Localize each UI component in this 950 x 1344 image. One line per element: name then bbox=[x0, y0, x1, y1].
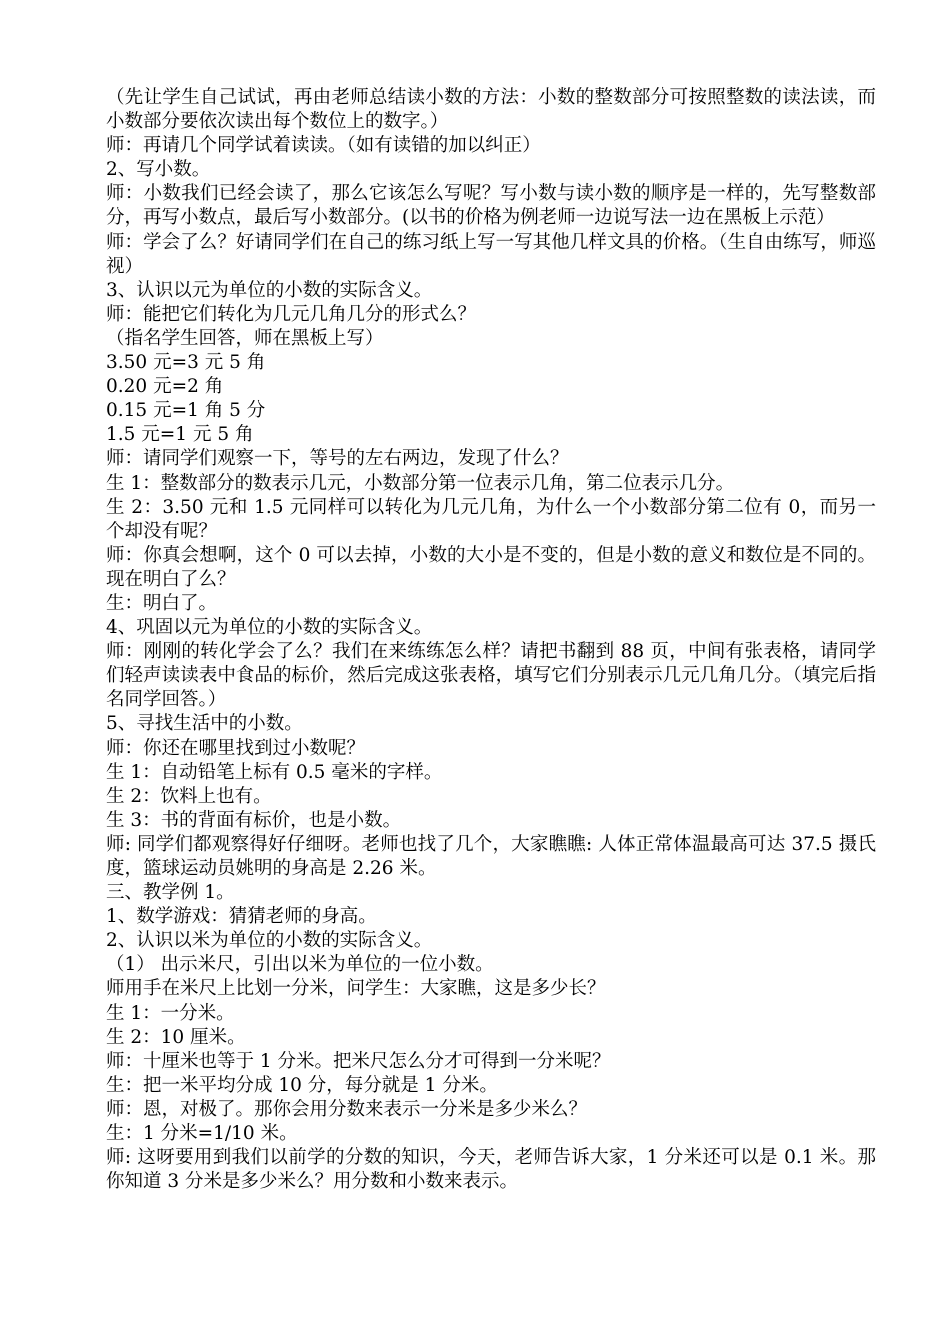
paragraph: 师：你还在哪里找到过小数呢？ bbox=[106, 737, 366, 759]
document-page bbox=[106, 86, 876, 1194]
paragraph: 生 2：饮料上也有。 bbox=[106, 785, 272, 807]
section-heading: 2、认识以米为单位的小数的实际含义。 bbox=[106, 930, 433, 952]
paragraph: 师：学会了么？好请同学们在自己的练习纸上写一写其他几样文具的价格。（生自由练写，师巡视） bbox=[106, 231, 876, 277]
paragraph: 生：明白了。 bbox=[106, 592, 218, 614]
paragraph: 师：你真会想啊，这个 0 可以去掉，小数的大小是不变的，但是小数的意义和数位是不同的。现在明白了么？ bbox=[106, 544, 876, 590]
section-heading: 1、数学游戏：猜猜老师的身高。 bbox=[106, 906, 377, 928]
paragraph: 师：刚刚的转化学会了么？我们在来练练怎么样？请把书翻到 88 页，中间有张表格，请同学们轻声读读表中食品的标价，然后完成这张表格，填写它们分别表示几元几角几分。（填完后指名同学回答。） bbox=[106, 641, 876, 711]
section-heading: 2、写小数。 bbox=[106, 159, 211, 181]
paragraph: 生 3：书的背面有标价，也是小数。 bbox=[106, 809, 402, 831]
paragraph: 师用手在米尺上比划一分米，问学生：大家瞧，这是多少长？ bbox=[106, 978, 606, 1000]
paragraph: （指名学生回答，师在黑板上写） bbox=[106, 327, 384, 349]
paragraph: 生 1：一分米。 bbox=[106, 1002, 235, 1024]
equation-line: 1.5 元=1 元 5 角 bbox=[106, 424, 254, 446]
paragraph: 师：恩，对极了。那你会用分数来表示一分米是多少米么？ bbox=[106, 1098, 588, 1120]
paragraph: 生：1 分米=1/10 米。 bbox=[106, 1123, 298, 1145]
section-heading: 4、巩固以元为单位的小数的实际含义。 bbox=[106, 617, 433, 639]
paragraph: （先让学生自己试试，再由老师总结读小数的方法：小数的整数部分可按照整数的读法读，而小数部分要依次读出每个数位上的数字。） bbox=[106, 87, 876, 133]
paragraph: 师: 同学们都观察得好仔细呀。老师也找了几个，大家瞧瞧: 人体正常体温最高可达 37.5 摄氏度，篮球运动员姚明的身高是 2.26 米。 bbox=[106, 833, 876, 879]
section-heading: 三、教学例 1。 bbox=[106, 882, 235, 904]
paragraph: 师：小数我们已经会读了，那么它该怎么写呢？写小数与读小数的顺序是一样的，先写整数部分，再写小数点，最后写小数部分。(以书的价格为例老师一边说写法一边在黑板上示范） bbox=[106, 183, 876, 229]
paragraph: 生 1：自动铅笔上标有 0.5 毫米的字样。 bbox=[106, 761, 443, 783]
paragraph: 师: 这呀要用到我们以前学的分数的知识，今天，老师告诉大家，1 分米还可以是 0.1 米。那你知道 3 分米是多少米么？用分数和小数来表示。 bbox=[106, 1147, 876, 1193]
paragraph: 师：十厘米也等于 1 分米。把米尺怎么分才可得到一分米呢？ bbox=[106, 1050, 611, 1072]
section-heading: 3、认识以元为单位的小数的实际含义。 bbox=[106, 279, 433, 301]
paragraph: 生 2：10 厘米。 bbox=[106, 1026, 246, 1048]
paragraph: 生：把一米平均分成 10 分，每分就是 1 分米。 bbox=[106, 1074, 498, 1096]
paragraph: 生 1：整数部分的数表示几元，小数部分第一位表示几角，第二位表示几分。 bbox=[106, 472, 735, 494]
paragraph: 师：能把它们转化为几元几角几分的形式么？ bbox=[106, 303, 477, 325]
paragraph: （1） 出示米尺，引出以米为单位的一位小数。 bbox=[106, 954, 494, 976]
paragraph: 生 2：3.50 元和 1.5 元同样可以转化为几元几角，为什么一个小数部分第二位有 0，而另一个却没有呢？ bbox=[106, 496, 876, 542]
equation-line: 0.15 元=1 角 5 分 bbox=[106, 400, 266, 422]
paragraph: 师：请同学们观察一下，等号的左右两边，发现了什么？ bbox=[106, 448, 569, 470]
paragraph: 师：再请几个同学试着读读。（如有读错的加以纠正） bbox=[106, 135, 541, 157]
equation-line: 0.20 元=2 角 bbox=[106, 376, 224, 398]
equation-line: 3.50 元=3 元 5 角 bbox=[106, 352, 266, 374]
section-heading: 5、寻找生活中的小数。 bbox=[106, 713, 303, 735]
